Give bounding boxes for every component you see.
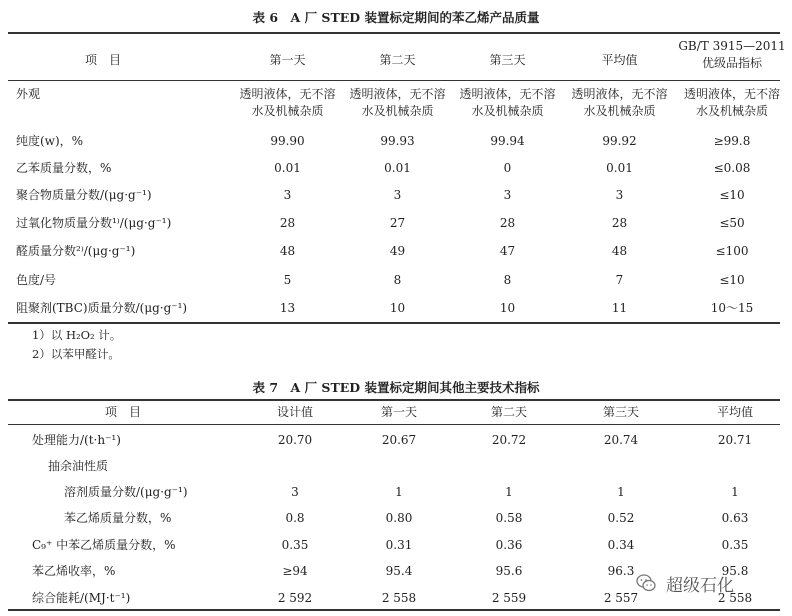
table6-cell: 透明液体，无不溶 水及机械杂质 — [349, 87, 446, 118]
table6-cell: 10～15 — [710, 301, 754, 315]
table7-cell: 20.71 — [717, 433, 753, 447]
table6-cell: 3 — [393, 188, 402, 202]
table6-cell: 28 — [499, 216, 516, 230]
table6-cell: 28 — [279, 216, 296, 230]
table6-header: 第三天 — [489, 53, 526, 67]
table6-cell: 48 — [279, 244, 296, 258]
table6-cell: 透明液体，无不溶 水及机械杂质 — [571, 87, 668, 118]
table7-header-rule — [8, 424, 780, 425]
table6-cell: 99.93 — [380, 134, 415, 148]
table7-cell: 0.58 — [495, 511, 523, 525]
table7-cell: 0.31 — [385, 538, 413, 552]
table6-row-label: 醛质量分数²⁾/(μg·g⁻¹) — [16, 244, 136, 258]
table7-bottom-rule — [8, 609, 780, 611]
table7-top-rule — [8, 399, 780, 401]
table6-row-label: 乙苯质量分数，% — [16, 161, 112, 175]
table6-cell: 47 — [499, 244, 516, 258]
table7-cell: 20.70 — [277, 433, 313, 447]
table6-cell: 28 — [611, 216, 628, 230]
table6-cell: 10 — [389, 301, 406, 315]
table7-cell: 0.35 — [281, 538, 309, 552]
table6-cell: ≤10 — [719, 273, 745, 287]
table7-cell: 96.3 — [607, 564, 635, 578]
table7-header: 第二天 — [490, 405, 527, 419]
table6-notes — [32, 326, 121, 364]
table6-cell: ≤50 — [719, 216, 745, 230]
table7-row-label: 苯乙烯质量分数，% — [64, 511, 172, 525]
table7-cell: 3 — [291, 485, 299, 499]
table7-cell: 2 559 — [491, 591, 527, 605]
table7-header: 第三天 — [602, 405, 639, 419]
table7-row-label: 抽余油性质 — [48, 459, 109, 473]
table7-cell: 0.35 — [721, 538, 749, 552]
table6-cell: 3 — [503, 188, 512, 202]
table6-cell: 3 — [283, 188, 292, 202]
table6-cell: 11 — [611, 301, 628, 315]
table6-cell: 48 — [611, 244, 628, 258]
table7-header: 第一天 — [380, 405, 417, 419]
table7-cell: 2 558 — [717, 591, 753, 605]
table6-note: 2）以苯甲醛计。 — [32, 347, 120, 361]
table6-header: 第二天 — [379, 53, 416, 67]
wechat-icon — [636, 573, 656, 593]
table7-row-label: 处理能力/(t·h⁻¹) — [32, 433, 121, 447]
table6-cell: 透明液体，无不溶 水及机械杂质 — [683, 87, 780, 118]
table6-top-rule — [8, 32, 780, 34]
table6-cell: ≤0.08 — [713, 161, 751, 175]
table7-cell: 95.6 — [495, 564, 523, 578]
table6-cell: 0.01 — [606, 161, 633, 175]
table6-cell: 透明液体，无不溶 水及机械杂质 — [239, 87, 336, 118]
table7-row-label: 溶剂质量分数/(μg·g⁻¹) — [64, 485, 188, 499]
table6-cell: 99.92 — [602, 134, 637, 148]
table7-cell: 2 592 — [277, 591, 313, 605]
table7-cell: 1 — [617, 485, 625, 499]
table6-header: GB/T 3915—2011 优级品指标 — [678, 39, 786, 70]
table6-cell: 49 — [389, 244, 406, 258]
table7-cell: 20.72 — [491, 433, 527, 447]
table6-cell: ≤10 — [719, 188, 745, 202]
table7-header: 平均值 — [716, 405, 753, 419]
table6-cell: ≥99.8 — [713, 134, 751, 148]
table6-bottom-rule — [8, 322, 780, 324]
table6-row-label: 过氧化物质量分数¹⁾/(μg·g⁻¹) — [16, 216, 172, 230]
table7-cell: 1 — [731, 485, 739, 499]
table6-cell: 5 — [283, 273, 292, 287]
table7-cell: 1 — [395, 485, 403, 499]
table6-header: 第一天 — [269, 53, 306, 67]
table6-row-label: 聚合物质量分数/(μg·g⁻¹) — [16, 188, 152, 202]
table6-cell: 99.90 — [270, 134, 305, 148]
table7-cell: 95.4 — [385, 564, 413, 578]
table7-row-label: C₉⁺ 中苯乙烯质量分数，% — [32, 538, 176, 552]
table7-cell: 95.8 — [721, 564, 749, 578]
table6-cell: 27 — [389, 216, 406, 230]
table7-cell: 20.67 — [381, 433, 417, 447]
table6-cell: 13 — [279, 301, 296, 315]
table6-header: 项 目 — [84, 53, 121, 67]
table6-cell: 3 — [615, 188, 624, 202]
table7-row-label: 苯乙烯收率，% — [32, 564, 116, 578]
table6-row-label: 阻聚剂(TBC)质量分数/(μg·g⁻¹) — [16, 301, 188, 315]
table6-cell: 0 — [503, 161, 512, 175]
table7-cell: 0.8 — [285, 511, 305, 525]
table6-header: 平均值 — [601, 53, 638, 67]
watermark — [636, 570, 734, 596]
table6-cell: 0.01 — [384, 161, 411, 175]
table6-cell: 8 — [393, 273, 402, 287]
table6-note: 1）以 H₂O₂ 计。 — [32, 328, 122, 342]
table6-header-rule — [8, 80, 780, 81]
table6-cell: 7 — [615, 273, 624, 287]
table7-cell: 0.63 — [721, 511, 749, 525]
table7-cell: ≥94 — [282, 564, 308, 578]
table7-cell: 1 — [505, 485, 513, 499]
table7-header: 项 目 — [104, 405, 141, 419]
table6-row-label: 外观 — [16, 87, 41, 101]
table7-cell: 0.52 — [607, 511, 635, 525]
table7-title: 表 7 A 厂 STED 装置标定期间其他主要技术指标 — [252, 380, 540, 395]
table7-cell: 0.80 — [385, 511, 413, 525]
table7-cell: 0.34 — [607, 538, 635, 552]
table7-cell: 20.74 — [603, 433, 639, 447]
table6-cell: 透明液体，无不溶 水及机械杂质 — [459, 87, 556, 118]
table6-row-label: 纯度(w)，% — [16, 134, 84, 148]
table6-title: 表 6 A 厂 STED 装置标定期间的苯乙烯产品质量 — [252, 10, 540, 25]
table6-cell: 8 — [503, 273, 512, 287]
table7-cell: 0.36 — [495, 538, 523, 552]
table7-header: 设计值 — [276, 405, 313, 419]
table7-row-label: 综合能耗/(MJ·t⁻¹) — [32, 591, 131, 605]
table6-cell: 99.94 — [490, 134, 525, 148]
table7-cell: 2 558 — [381, 591, 417, 605]
watermark-text: 超级石化 — [666, 575, 734, 596]
table7-cell: 2 557 — [603, 591, 639, 605]
table6-cell: ≤100 — [715, 244, 749, 258]
table6-cell: 10 — [499, 301, 516, 315]
table6-row-label: 色度/号 — [16, 273, 57, 287]
table6-cell: 0.01 — [274, 161, 301, 175]
